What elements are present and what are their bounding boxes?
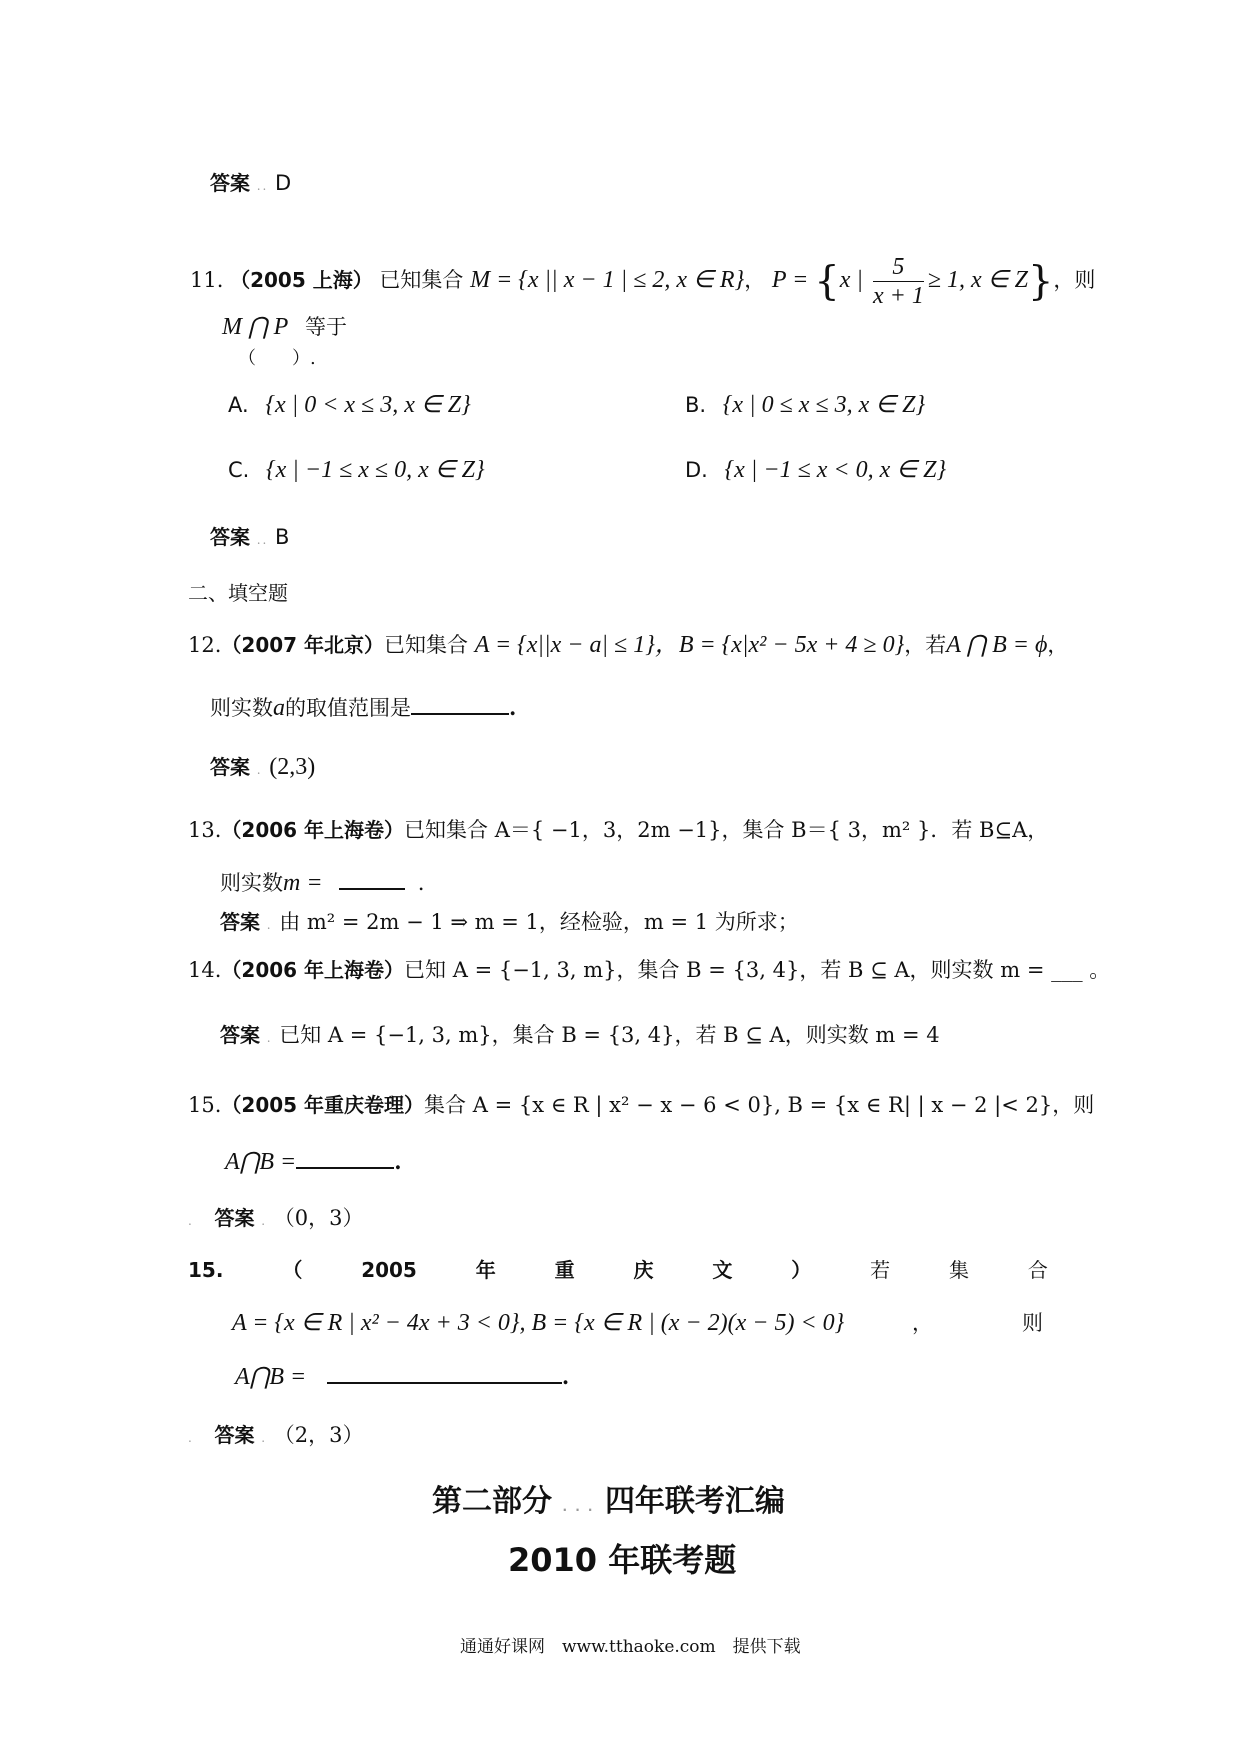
answer-blank xyxy=(327,1362,562,1384)
page-footer: 通通好课网 www.tthaoke.com 提供下载 xyxy=(460,1637,801,1657)
answer-label: 答案 xyxy=(214,1423,255,1447)
option-value: {x | −1 ≤ x < 0, x ∈ Z} xyxy=(724,457,947,483)
option-value: {x | 0 < x ≤ 3, x ∈ Z} xyxy=(265,392,471,418)
source-part: 庆 xyxy=(633,1258,654,1282)
question-number: 15. xyxy=(188,1258,224,1282)
question-text: 已知 A = {−1, 3, m}，集合 B = {3, 4}，若 B ⊆ A，则实数 m = ___ 。 xyxy=(404,958,1111,982)
question-15b xyxy=(188,1255,1048,1285)
question-number: 13. xyxy=(188,818,222,842)
question-12-line2: 则实数a的取值范围是 . xyxy=(210,695,517,721)
fraction-denominator: x + 1 xyxy=(873,283,924,309)
answer-line xyxy=(188,1420,363,1453)
answer-line xyxy=(210,752,315,785)
answer-line xyxy=(220,1020,940,1053)
question-source-spread xyxy=(188,1255,1048,1285)
source-part: ） xyxy=(791,1258,812,1282)
question-number: 12. xyxy=(188,633,222,657)
answer-label: 答案 xyxy=(220,910,260,934)
dots: . xyxy=(266,1031,273,1045)
question-15a xyxy=(188,1090,1094,1120)
dots: . xyxy=(266,918,273,932)
source-part: 若 xyxy=(870,1258,891,1282)
question-11-line2 xyxy=(222,312,347,342)
question-text-end: ，则 xyxy=(1053,268,1096,292)
option-label: B. xyxy=(685,393,707,417)
dots: . xyxy=(261,1431,268,1445)
source-part: （ xyxy=(282,1258,303,1282)
part-heading-left: 第二部分 xyxy=(432,1484,552,1519)
dots: . xyxy=(261,1214,268,1228)
dots: . . . xyxy=(562,1500,595,1514)
source-part: 合 xyxy=(1027,1258,1048,1282)
question-text: 则 xyxy=(1022,1311,1043,1335)
intersection-expr: A⋂B = xyxy=(235,1364,307,1390)
question-text: 的取值范围是 xyxy=(285,696,411,720)
set-m: M = {x || x − 1 | ≤ 2, x ∈ R} xyxy=(470,267,745,293)
dots: . xyxy=(188,1431,194,1445)
question-text: 集合 A = {x ∈ R | x² − x − 6 < 0}, B = {x ∈ R| | x − 2 |< 2}，则 xyxy=(424,1093,1095,1117)
section-heading: 二、填空题 xyxy=(188,581,288,605)
intersection-expr: A⋂B = xyxy=(225,1149,297,1175)
question-text: 等于 xyxy=(305,315,348,339)
punct: ， xyxy=(912,1311,933,1335)
fraction xyxy=(873,253,924,310)
source-part: 文 xyxy=(712,1258,733,1282)
question-13-line2 xyxy=(220,868,439,898)
option-d xyxy=(685,455,946,485)
source-part: 集 xyxy=(948,1258,969,1282)
brace-close: } xyxy=(1027,258,1054,305)
intersection-expr: M ⋂ P xyxy=(222,314,289,340)
sets: A = {x ∈ R | x² − 4x + 3 < 0}, B = {x ∈ R | (x − 2)(x − 5) < 0} xyxy=(232,1310,845,1336)
answer-line xyxy=(188,1203,363,1236)
question-text: 已知集合 xyxy=(384,633,469,657)
answer-blank xyxy=(411,693,509,715)
set-p-condition: ≥ 1, x ∈ Z xyxy=(927,267,1028,293)
option-label: C. xyxy=(228,458,250,482)
question-source: （2007 年北京） xyxy=(221,633,385,657)
answer-label: 答案 xyxy=(210,171,250,195)
section-title: 2010 年联考题 xyxy=(508,1541,737,1579)
question-source: （2006 年上海卷） xyxy=(221,958,405,982)
condition: A ⋂ B = ϕ xyxy=(946,632,1048,658)
set-p-prefix: P = xyxy=(771,267,815,293)
answer-value: B xyxy=(275,525,290,549)
dots: .. xyxy=(256,533,269,547)
source-part: 重 xyxy=(554,1258,575,1282)
answer-value: （2，3） xyxy=(273,1423,364,1447)
answer-line xyxy=(210,168,291,201)
question-11 xyxy=(190,250,1095,312)
question-number: 15. xyxy=(188,1093,222,1117)
answer-line xyxy=(210,522,289,555)
question-12 xyxy=(188,630,1068,660)
fraction-numerator: 5 xyxy=(873,253,924,282)
dots: . xyxy=(256,763,263,777)
question-source: （2005 上海） xyxy=(230,268,373,292)
question-number: 14. xyxy=(188,958,222,982)
answer-blank xyxy=(296,1147,394,1169)
option-value: {x | 0 ≤ x ≤ 3, x ∈ Z} xyxy=(722,392,926,418)
answer-value: （0，3） xyxy=(273,1206,364,1230)
question-source: （2006 年上海卷） xyxy=(221,818,405,842)
variable: m = xyxy=(283,870,323,896)
question-text: 已知集合 A＝{ −1，3，2m −1}，集合 B＝{ 3，m² }．若 B⊆A， xyxy=(404,818,1049,842)
variable: a xyxy=(273,695,285,721)
option-b xyxy=(685,390,925,420)
source-part: 2005 xyxy=(361,1258,417,1282)
answer-paren: （ ）. xyxy=(238,348,316,369)
set-a: A = {x||x − a| ≤ 1} xyxy=(474,632,655,658)
option-label: D. xyxy=(685,458,708,482)
punct: ． xyxy=(417,871,439,895)
question-text: 已知集合 xyxy=(379,268,464,292)
answer-label: 答案 xyxy=(220,1023,260,1047)
answer-label: 答案 xyxy=(210,755,250,779)
answer-label: 答案 xyxy=(210,525,250,549)
punct: ， xyxy=(744,268,766,292)
brace-open: { xyxy=(814,258,840,305)
answer-value: D xyxy=(275,171,292,195)
question-text: ，若 xyxy=(904,633,947,657)
punct: ， xyxy=(1047,633,1069,657)
answer-value: 由 m² = 2m − 1 ⇒ m = 1，经检验，m = 1 为所求； xyxy=(279,910,799,934)
question-text: 则实数 xyxy=(210,696,273,720)
answer-line xyxy=(220,907,799,940)
option-a xyxy=(228,390,471,420)
answer-blank xyxy=(339,868,405,890)
option-value: {x | −1 ≤ x ≤ 0, x ∈ Z} xyxy=(266,457,485,483)
question-text: 则实数 xyxy=(220,871,283,895)
answer-value: 已知 A = {−1, 3, m}，集合 B = {3, 4}，若 B ⊆ A，则实数 m = 4 xyxy=(279,1023,940,1047)
question-13 xyxy=(188,815,1048,845)
answer-label: 答案 xyxy=(214,1206,255,1230)
question-source: （2005 年重庆卷理） xyxy=(221,1093,425,1117)
question-15b-line3: A⋂B = . xyxy=(235,1364,570,1390)
set-p-var: x | xyxy=(839,267,869,293)
set-b: ，B = {x|x² − 5x + 4 ≥ 0} xyxy=(654,632,905,658)
question-15a-line2: A⋂B = . xyxy=(225,1149,402,1175)
part-heading-right: 四年联考汇编 xyxy=(604,1484,785,1519)
option-label: A. xyxy=(228,393,249,417)
option-c xyxy=(228,455,485,485)
question-15b-line2 xyxy=(232,1308,1043,1338)
dots: .. xyxy=(256,179,269,193)
question-14 xyxy=(188,955,1110,985)
source-part: 年 xyxy=(475,1258,496,1282)
question-number: 11. xyxy=(190,268,224,292)
answer-value: (2,3) xyxy=(269,754,316,780)
dots: . xyxy=(188,1214,194,1228)
